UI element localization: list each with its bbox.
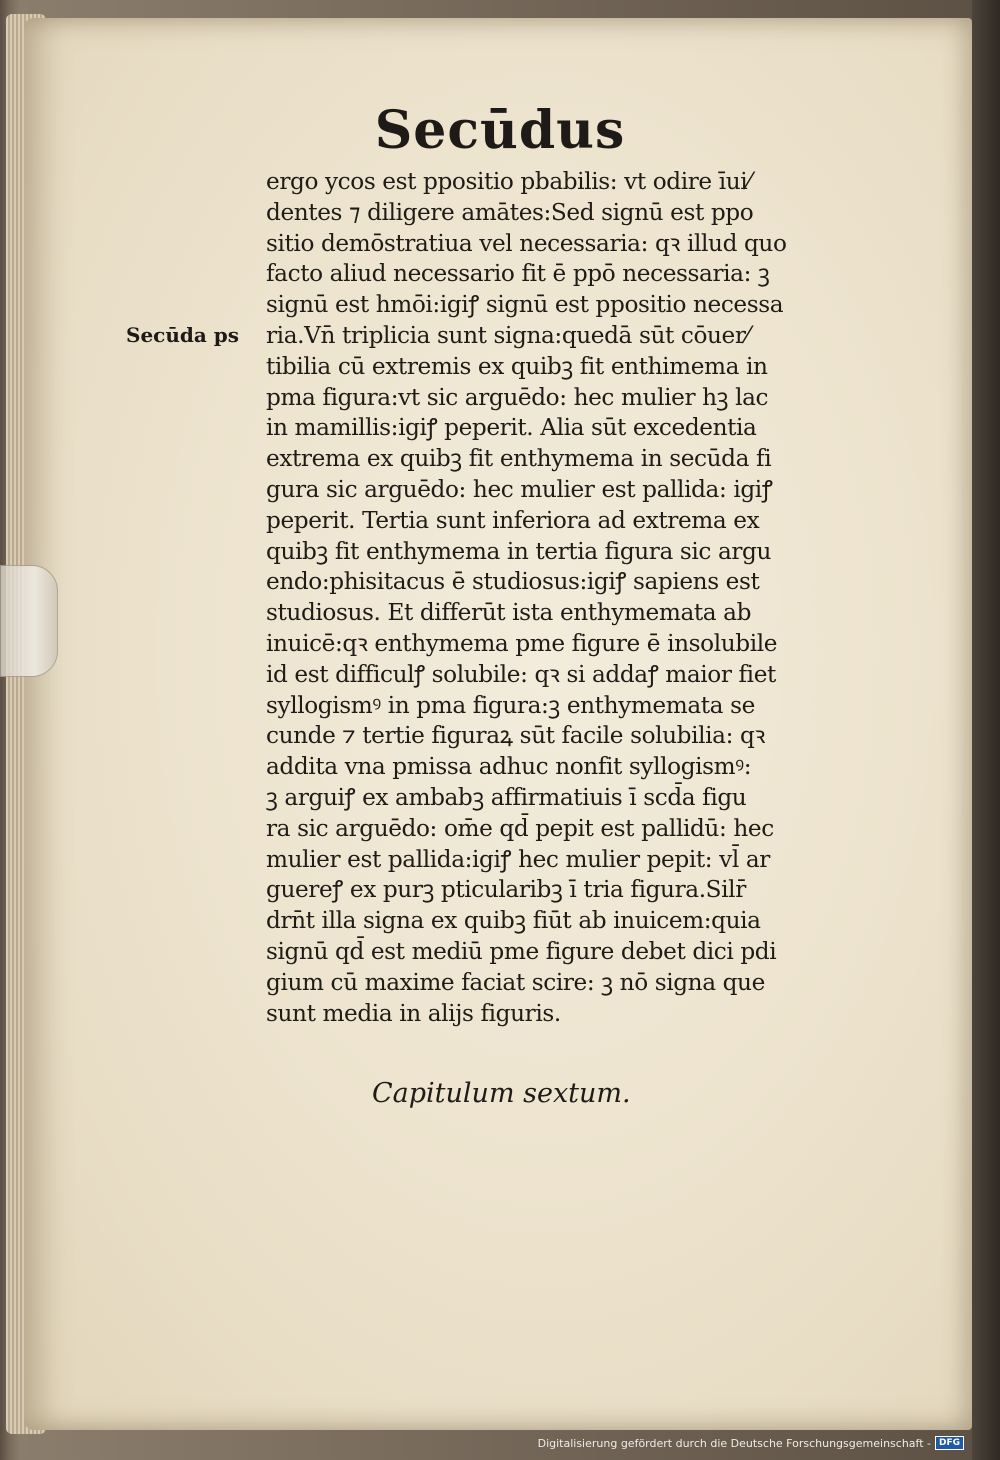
text-line: ergo ycos est ppositio pbabilis: vt odire īui⁄ <box>266 168 751 195</box>
text-line: ra sic arguēdo: om̄e qd̄ pepit est pallidū: hec <box>266 814 774 842</box>
text-line: pma figura:vt sic arguēdo: hec mulier hꝫ lac <box>266 383 769 411</box>
chapter-heading: Capitulum sextum. <box>372 1078 631 1109</box>
text-line: signū est hmōi:igiꝭ signū est ppositio necessa <box>266 291 784 319</box>
text-line: signū qd̄ est mediū pme figure debet dici pdi <box>266 937 777 965</box>
text-line: ria.Vn̄ triplicia sunt signa:quedā sūt cōuer⁄ <box>266 321 750 349</box>
text-line: mulier est pallida:igiꝭ hec mulier pepit: vl̄ ar <box>266 845 770 873</box>
text-line: cunde ⁊ tertie figuraꝝ sūt facile solubilia: qꝛ <box>266 722 766 750</box>
text-line: gium cū maxime faciat scire: ꝫ nō signa que <box>266 968 765 996</box>
credit-text: Digitalisierung gefördert durch die Deutsche Forschungsgemeinschaft - <box>537 1436 931 1450</box>
binding-shadow <box>972 0 1000 1460</box>
running-head: Secūdus <box>374 100 626 161</box>
text-line: sitio demōstratiua vel necessaria: qꝛ illud quo <box>266 229 787 257</box>
text-line: syllogismꝰ in pma figura:ꝫ enthymemata se <box>266 691 755 719</box>
text-line: id est difficulꝭ solubile: qꝛ si addaꝭ maior fiet <box>266 660 776 688</box>
book-clamp <box>0 565 58 677</box>
text-line: quibꝫ fit enthymema in tertia figura sic argu <box>266 537 772 565</box>
text-line: extrema ex quibꝫ fit enthymema in secūda fi <box>266 445 772 473</box>
text-line: gura sic arguēdo: hec mulier est pallida: igiꝭ <box>266 475 773 503</box>
dfg-logo: DFG <box>935 1436 964 1450</box>
text-line: sunt media in alijs figuris. <box>266 999 561 1027</box>
text-line: endo:phisitacus ē studiosus:igiꝭ sapiens est <box>266 568 760 596</box>
text-line: guereꝭ ex purꝫ pticularibꝫ ī tria figura.Silr̄ <box>266 876 746 904</box>
marginal-note: Secūda ps <box>126 323 240 347</box>
text-line: drn̄t illa signa ex quibꝫ fiūt ab inuicem:quia <box>266 907 761 935</box>
text-line: tibilia cū extremis ex quibꝫ fit enthimema in <box>266 352 768 380</box>
text-line: dentes ⁊ diligere amātes:Sed signū est ppo <box>266 198 754 226</box>
text-line: ꝫ arguiꝭ ex ambabꝫ affirmatiuis ī scd̄a figu <box>266 783 747 811</box>
body-text <box>266 167 846 1029</box>
text-line: peperit. Tertia sunt inferiora ad extrema ex <box>266 506 760 534</box>
text-line: facto aliud necessario fit ē ppō necessaria: ꝫ <box>266 260 770 288</box>
text-line: addita vna pmissa adhuc nonfit syllogismꝰ: <box>266 753 752 781</box>
text-line: studiosus. Et differūt ista enthymemata ab <box>266 599 752 627</box>
text-line: inuicē:qꝛ enthymema pme figure ē insolubile <box>266 629 778 657</box>
digitization-credit <box>538 1436 964 1450</box>
text-line: in mamillis:igiꝭ peperit. Alia sūt excedentia <box>266 414 757 442</box>
